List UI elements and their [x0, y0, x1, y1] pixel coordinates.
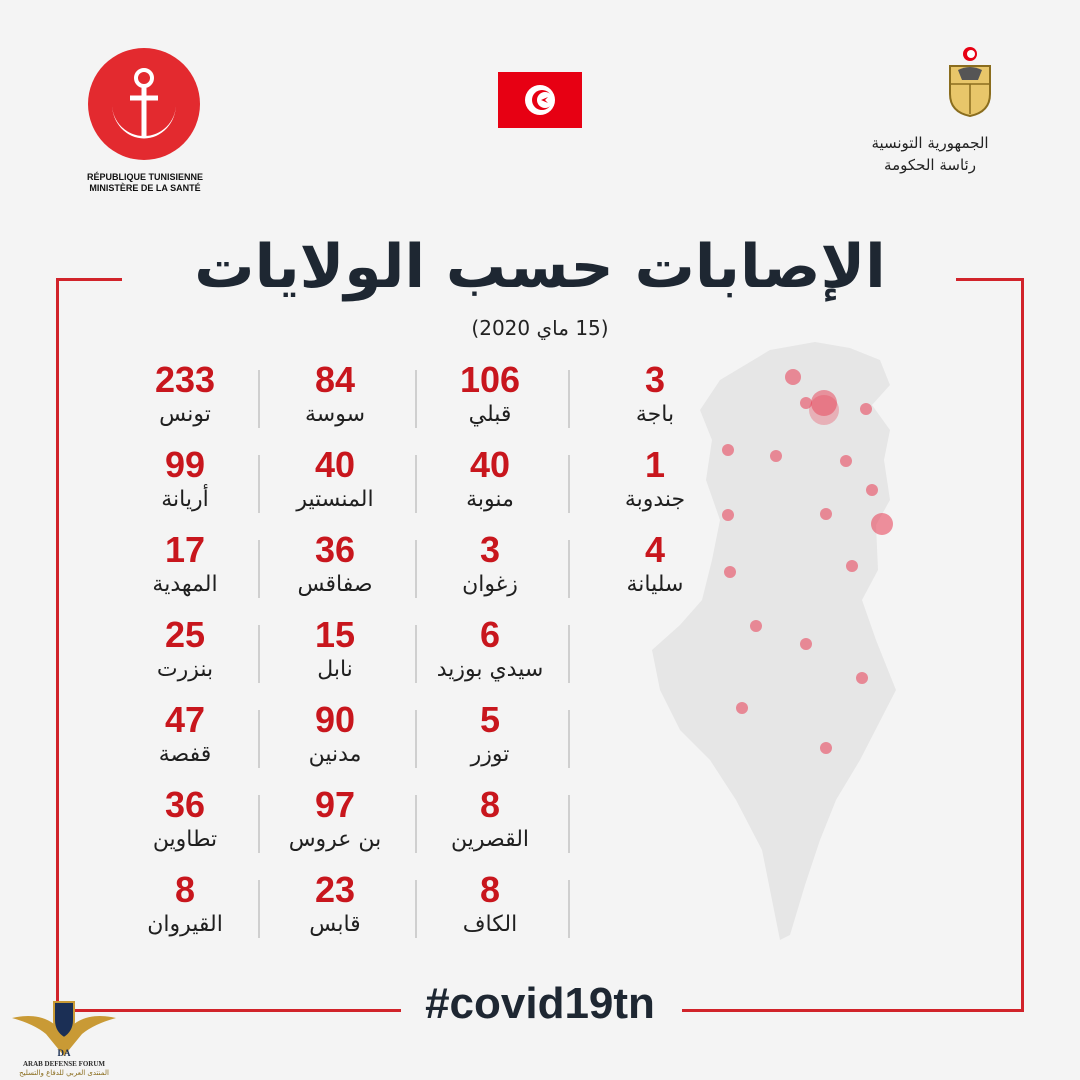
case-count: 8: [479, 784, 501, 825]
governorate-name: سوسة: [304, 402, 366, 427]
column-divider: [258, 370, 260, 428]
column-divider: [568, 455, 570, 513]
watermark-line-2: المنتدى العربي للدفاع والتسليح: [19, 1069, 109, 1077]
case-count: 90: [314, 699, 356, 740]
governorate-cell: [110, 785, 260, 865]
governorate-name: المهدية: [152, 572, 218, 597]
governorate-name: تونس: [159, 402, 211, 427]
column-divider: [258, 540, 260, 598]
case-count: 84: [314, 359, 356, 400]
ministry-name: [60, 172, 230, 194]
case-count: 17: [164, 529, 206, 570]
governorate-cell: [110, 360, 260, 440]
column-divider: [568, 625, 570, 683]
column-divider: [415, 455, 417, 513]
frame-left: [56, 278, 59, 1012]
case-count: 5: [479, 699, 501, 740]
case-count: 6: [479, 614, 501, 655]
column-divider: [415, 540, 417, 598]
column-divider: [415, 625, 417, 683]
governorate-name: سيدي بوزيد: [436, 657, 544, 682]
case-count: 8: [174, 869, 196, 910]
governorate-cell: [415, 445, 565, 525]
gov-line-2: رئاسة الحكومة: [884, 156, 976, 174]
page-title: الإصابات حسب الولايات: [194, 232, 886, 302]
column-divider: [568, 795, 570, 853]
governorate-name: بن عروس: [288, 827, 382, 852]
governorate-name: قفصة: [158, 742, 212, 767]
governorate-name: سليانة: [626, 572, 684, 597]
flag-emblem-icon: [498, 72, 582, 128]
column-divider: [568, 880, 570, 938]
ministry-line-2: MINISTÈRE DE LA SANTÉ: [89, 183, 201, 193]
government-name: [820, 132, 1040, 176]
case-count: 99: [164, 444, 206, 485]
governorate-cell: [415, 700, 565, 780]
column-divider: [568, 710, 570, 768]
case-count: 47: [164, 699, 206, 740]
governorate-name: منوبة: [466, 487, 514, 512]
governorate-name: تطاوين: [152, 827, 218, 852]
governorate-name: جندوبة: [624, 487, 686, 512]
case-count: 36: [164, 784, 206, 825]
column-divider: [258, 710, 260, 768]
case-count: 1: [644, 444, 666, 485]
case-count: 15: [314, 614, 356, 655]
governorate-cell: [110, 870, 260, 950]
governorate-name: قبلي: [468, 402, 512, 427]
case-count: 36: [314, 529, 356, 570]
governorate-grid: [100, 359, 686, 950]
governorate-cell: [580, 530, 730, 610]
governorate-cell: [415, 785, 565, 865]
anchor-crescent-icon: [88, 48, 200, 160]
governorate-cell: [260, 870, 410, 950]
case-count: 233: [154, 359, 216, 400]
case-count: 106: [459, 359, 521, 400]
ministry-health-logo: [88, 48, 200, 160]
governorate-cell: [260, 615, 410, 695]
governorate-cell: [110, 615, 260, 695]
svg-text:DA: DA: [57, 1048, 71, 1058]
column-divider: [258, 795, 260, 853]
hashtag: #covid19tn: [425, 979, 655, 1028]
governorate-name: صفاقس: [297, 572, 373, 597]
governorate-name: مدنين: [308, 742, 362, 767]
case-count: 40: [314, 444, 356, 485]
column-divider: [258, 880, 260, 938]
case-count: 3: [479, 529, 501, 570]
governorate-cell: [260, 360, 410, 440]
governorate-cell: [415, 870, 565, 950]
governorate-cell: [110, 445, 260, 525]
governorate-name: القصرين: [450, 827, 530, 852]
governorate-cell: [260, 785, 410, 865]
column-divider: [568, 540, 570, 598]
governorate-name: بنزرت: [156, 657, 214, 682]
column-divider: [568, 370, 570, 428]
governorate-name: المنستير: [296, 487, 374, 512]
governorate-cell: [110, 700, 260, 780]
case-count: 40: [469, 444, 511, 485]
ministry-line-1: RÉPUBLIQUE TUNISIENNE: [86, 172, 203, 182]
frame-top-left: [56, 278, 122, 281]
case-count: 97: [314, 784, 356, 825]
coat-of-arms-icon: [944, 44, 996, 118]
date-subtitle: (15 ماي 2020): [471, 316, 609, 340]
governorate-name: قابس: [309, 912, 361, 937]
column-divider: [415, 880, 417, 938]
case-count: 4: [644, 529, 666, 570]
governorate-name: زغوان: [462, 572, 518, 597]
governorate-name: توزر: [470, 742, 510, 767]
governorate-cell: [110, 530, 260, 610]
governorate-name: باجة: [635, 402, 675, 427]
case-count: 3: [644, 359, 666, 400]
frame-top-right: [956, 278, 1024, 281]
column-divider: [258, 455, 260, 513]
eagle-shield-icon: [8, 998, 120, 1060]
governorate-cell: [415, 530, 565, 610]
column-divider: [415, 795, 417, 853]
governorate-cell: [260, 700, 410, 780]
gov-line-1: الجمهورية التونسية: [871, 134, 989, 152]
watermark-line-1: ARAB DEFENSE FORUM: [22, 1060, 106, 1068]
column-divider: [415, 370, 417, 428]
governorate-cell: [415, 615, 565, 695]
governorate-name: نابل: [317, 657, 353, 682]
governorate-name: الكاف: [462, 912, 518, 937]
governorate-name: القيروان: [147, 912, 223, 937]
governorate-cell: [580, 360, 730, 440]
column-divider: [415, 710, 417, 768]
governorate-name: أريانة: [161, 487, 209, 512]
frame-right: [1021, 278, 1024, 1012]
case-count: 25: [164, 614, 206, 655]
tunisia-flag: [498, 72, 582, 128]
arab-defense-forum-watermark: [8, 998, 120, 1080]
column-divider: [258, 625, 260, 683]
case-count: 8: [479, 869, 501, 910]
governorate-cell: [580, 445, 730, 525]
governorate-cell: [260, 530, 410, 610]
governorate-cell: [260, 445, 410, 525]
governorate-cell: [415, 360, 565, 440]
case-count: 23: [314, 869, 356, 910]
